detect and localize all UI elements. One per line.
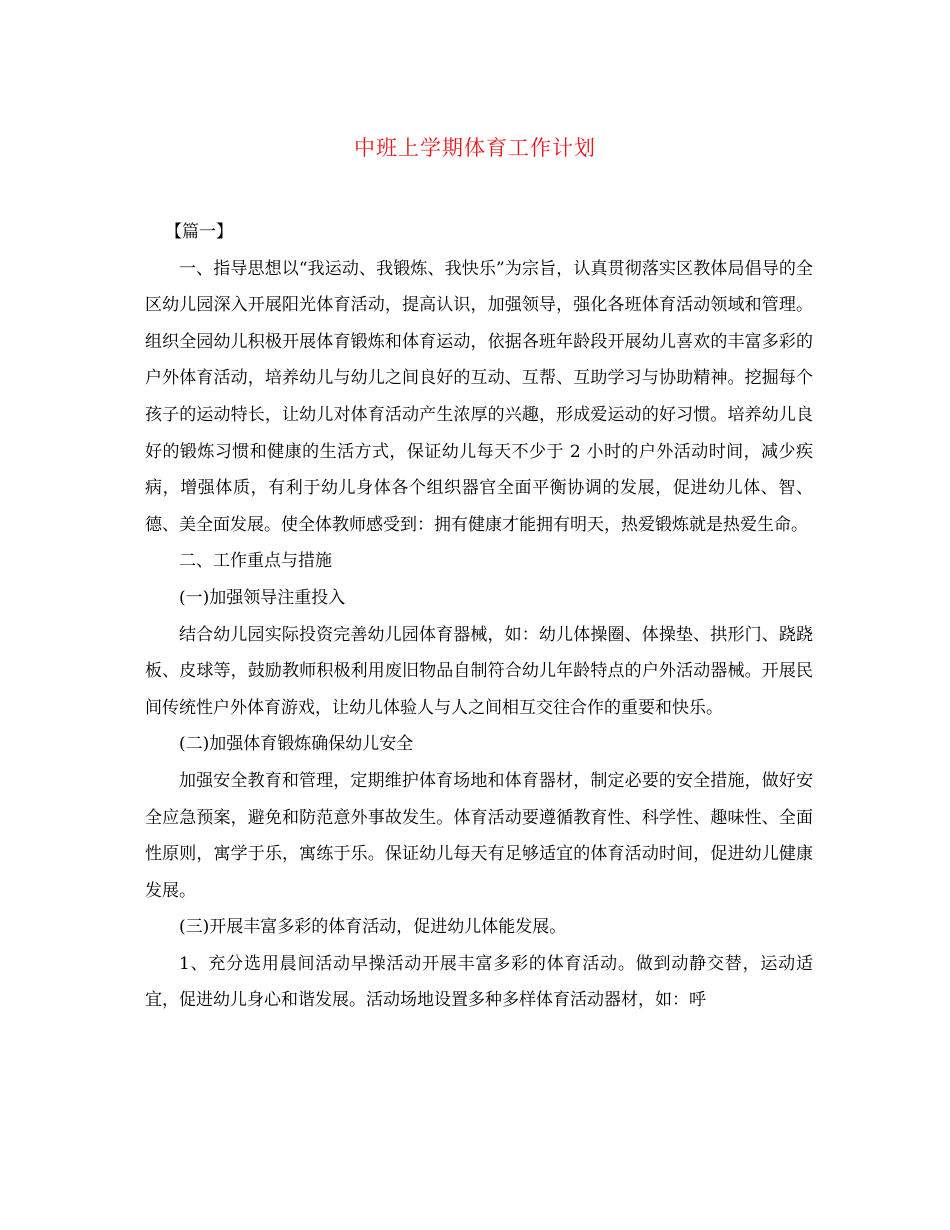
paragraph-safety: 加强安全教育和管理，定期维护体育场地和体育器材，制定必要的安全措施，做好安全应急预案，避免和防范意外事故发生。体育活动要遵循教育性、科学性、趣味性、全面性原则，寓学于乐，寓练于乐。保证幼儿每天有足够适宜的体育活动时间，促进幼儿健康发展。 <box>145 770 813 901</box>
paragraph-guiding-ideology: 一、指导思想以“我运动、我锻炼、我快乐”为宗旨，认真贯彻落实区教体局倡导的全区幼儿园深入开展阳光体育活动，提高认识，加强领导，强化各班体育活动领域和管理。组织全园幼儿积极开展体育锻炼和体育运动，依据各班年龄段开展幼儿喜欢的丰富多彩的户外体育活动，培养幼儿与幼儿之间良好的互动、互帮、互助学习与协助精神。挖掘每个孩子的运动特长，让幼儿对体育活动产生浓厚的兴趣，形成爱运动的好习惯。培养幼儿良好的锻炼习惯和健康的生活方式，保证幼儿每天不少于 2 小时的户外活动时间，减少疾病，增强体质，有利于幼儿身体各个组织器官全面平衡协调的发展，促进幼儿体、智、德、美全面发展。使全体教师感受到：拥有健康才能拥有明天，热爱锻炼就是热爱生命。 <box>145 258 813 535</box>
paragraph-equipment: 结合幼儿园实际投资完善幼儿园体育器械，如：幼儿体操圈、体操垫、拱形门、跷跷板、皮球等，鼓励教师积极利用废旧物品自制符合幼儿年龄特点的户外活动器械。开展民间传统性户外体育游戏，让幼儿体验人与人之间相互交往合作的重要和快乐。 <box>145 624 813 718</box>
heading-work-focus: 二、工作重点与措施 <box>179 551 332 572</box>
section-label: 【篇一】 <box>165 222 233 242</box>
subheading-safety: (二)加强体育锻炼确保幼儿安全 <box>179 734 414 755</box>
document-title: 中班上学期体育工作计划 <box>354 136 596 160</box>
subheading-leadership: (一)加强领导注重投入 <box>179 587 346 608</box>
paragraph-morning-activities: 1、充分选用晨间活动早操活动开展丰富多彩的体育活动。做到动静交替，运动适宜，促进幼儿身心和谐发展。活动场地设置多种多样体育活动器材，如：呼 <box>145 953 813 1011</box>
document-body <box>145 214 813 1019</box>
subheading-activities: (三)开展丰富多彩的体育活动，促进幼儿体能发展。 <box>179 917 567 938</box>
